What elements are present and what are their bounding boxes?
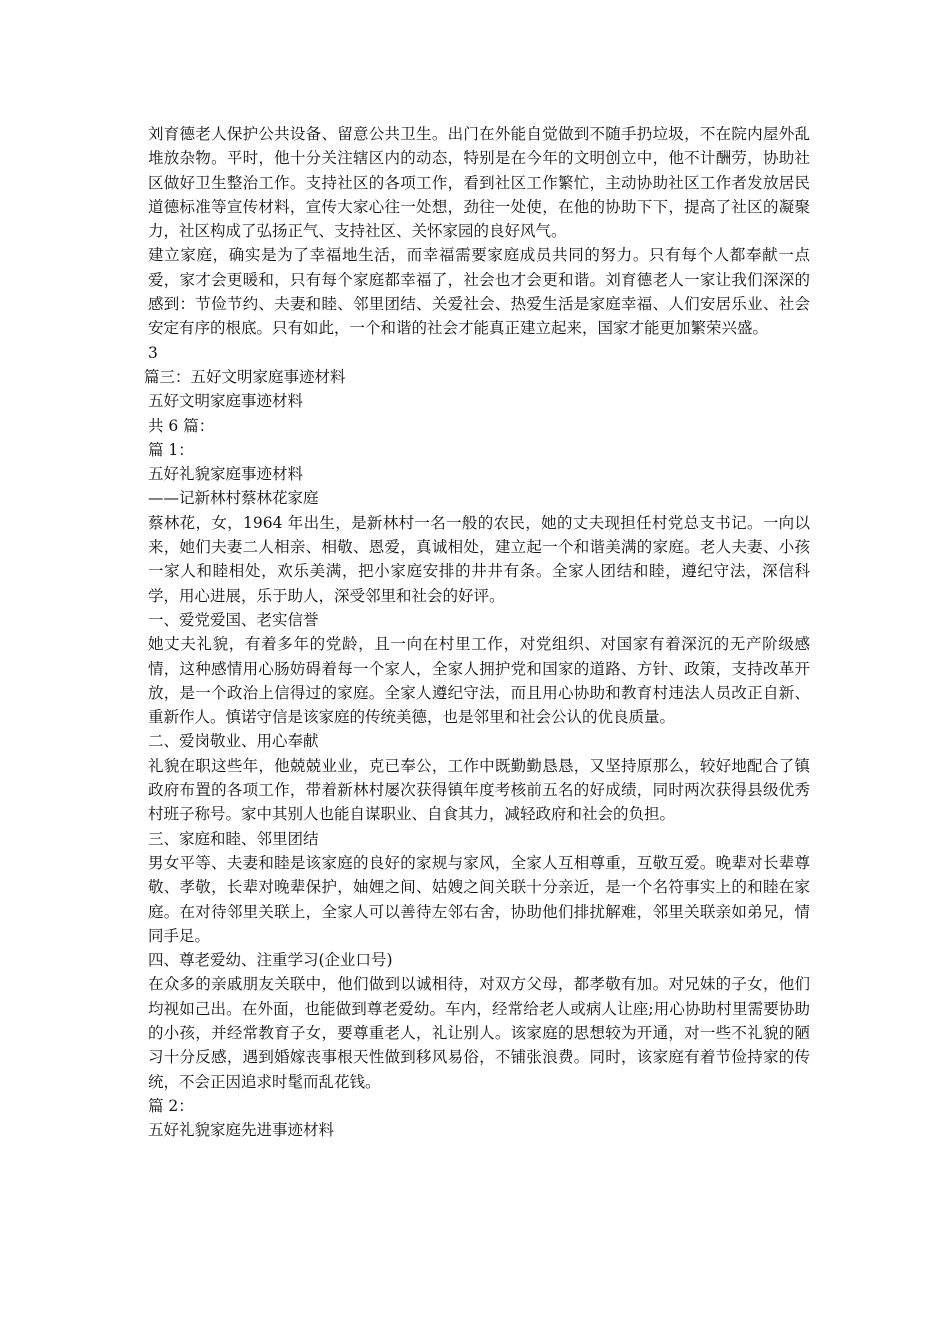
subsection-heading: 二、爱岗敬业、用心奉献 bbox=[148, 732, 319, 751]
section-heading: 篇三：五好文明家庭事迹材料 bbox=[144, 367, 346, 386]
subsection-heading: 四、尊老爱幼、注重学习(企业口号) bbox=[148, 951, 393, 970]
body-paragraph: 礼貌在职这些年，他兢兢业业，克已奉公，工作中既勤勤恳恳，又坚持原那么，较好地配合了镇政府布置的各项工作，带着新林村屡次获得镇年度考核前五名的好成绩，同时两次获得县级优秀村班子称号。家中其别人也能自谋职业、自食其力，减轻政府和社会的负担。 bbox=[148, 756, 810, 824]
article-subtitle: ——记新林村蔡林花家庭 bbox=[148, 489, 319, 508]
body-paragraph: 蔡林花，女，1964 年出生，是新林村一名一般的农民，她的丈夫现担任村党总支书记。一向以来，她们夫妻二人相亲、相敬、恩爱，真诚相处，建立起一个和谐美满的家庭。老人夫妻、小孩一家人和睦相处，欢乐美满，把小家庭安排的井井有条。全家人团结和睦，遵纪守法，深信科学，用心进展，乐于助人，深受邻里和社会的好评。 bbox=[148, 513, 810, 605]
article-label: 篇 1： bbox=[148, 440, 194, 459]
article-title: 五好礼貌家庭先进事迹材料 bbox=[148, 1121, 335, 1140]
document-page bbox=[144, 122, 810, 1142]
subsection-heading: 一、爱党爱国、老实信誉 bbox=[148, 610, 319, 629]
article-title: 五好礼貌家庭事迹材料 bbox=[148, 465, 304, 484]
article-count: 共 6 篇： bbox=[148, 416, 215, 435]
body-paragraph: 在众多的亲戚朋友关联中，他们做到以诚相待，对双方父母，都孝敬有加。对兄妹的子女，他们均视如己出。在外面，也能做到尊老爱幼。车内，经常给老人或病人让座;用心协助村里需要协助的小孩，并经常教育子女，要尊重老人，礼让别人。该家庭的思想较为开通，对一些不礼貌的陋习十分反感，遇到婚嫁丧事根天性做到移风易俗，不铺张浪费。同时，该家庭有着节俭持家的传统，不会正因追求时髦而乱花钱。 bbox=[148, 975, 810, 1091]
body-paragraph: 男女平等、夫妻和睦是该家庭的良好的家规与家风，全家人互相尊重，互敬互爱。晚辈对长辈尊敬、孝敬，长辈对晚辈保护，妯娌之间、姑嫂之间关联十分亲近，是一个名符事实上的和睦在家庭。在对待邻里关联上，全家人可以善待左邻右舍，协助他们排扰解难，邻里关联亲如弟兄，情同手足。 bbox=[148, 853, 810, 945]
subsection-heading: 三、家庭和睦、邻里团结 bbox=[148, 829, 319, 848]
body-paragraph: 刘育德老人保护公共设备、留意公共卫生。出门在外能自觉做到不随手扔垃圾，不在院内屋外乱堆放杂物。平时，他十分关注辖区内的动态，特别是在今年的文明创立中，他不计酬劳，协助社区做好卫生整治工作。支持社区的各项工作，看到社区工作繁忙，主动协助社区工作者发放居民道德标准等宣传材料，宣传大家心往一处想，劲往一处使，在他的协助下下，提高了社区的凝聚力，社区构成了弘扬正气、支持社区、关怀家园的良好风气。 bbox=[148, 125, 810, 241]
body-paragraph: 她丈夫礼貌，有着多年的党龄，且一向在村里工作，对党组织、对国家有着深沉的无产阶级感情，这种感情用心肠妨碍着每一个家人，全家人拥护党和国家的道路、方针、政策，支持改革开放，是一个政治上信得过的家庭。全家人遵纪守法，而且用心协助和教育村违法人员改正自新、重新作人。慎诺守信是该家庭的传统美德，也是邻里和社会公认的优良质量。 bbox=[148, 635, 810, 727]
document-title: 五好文明家庭事迹材料 bbox=[148, 392, 304, 411]
article-label: 篇 2： bbox=[148, 1096, 194, 1115]
body-paragraph: 建立家庭，确实是为了幸福地生活，而幸福需要家庭成员共同的努力。只有每个人都奉献一点爱，家才会更暖和，只有每个家庭都幸福了，社会也才会更和谐。刘育德老人一家让我们深深的感到：节俭节约、夫妻和睦、邻里团结、关爱社会、热爱生活是家庭幸福、人们安居乐业、社会安定有序的根底。只有如此，一个和谐的社会才能真正建立起来，国家才能更加繁荣兴盛。 bbox=[148, 246, 810, 338]
page-number: 3 bbox=[148, 343, 158, 362]
